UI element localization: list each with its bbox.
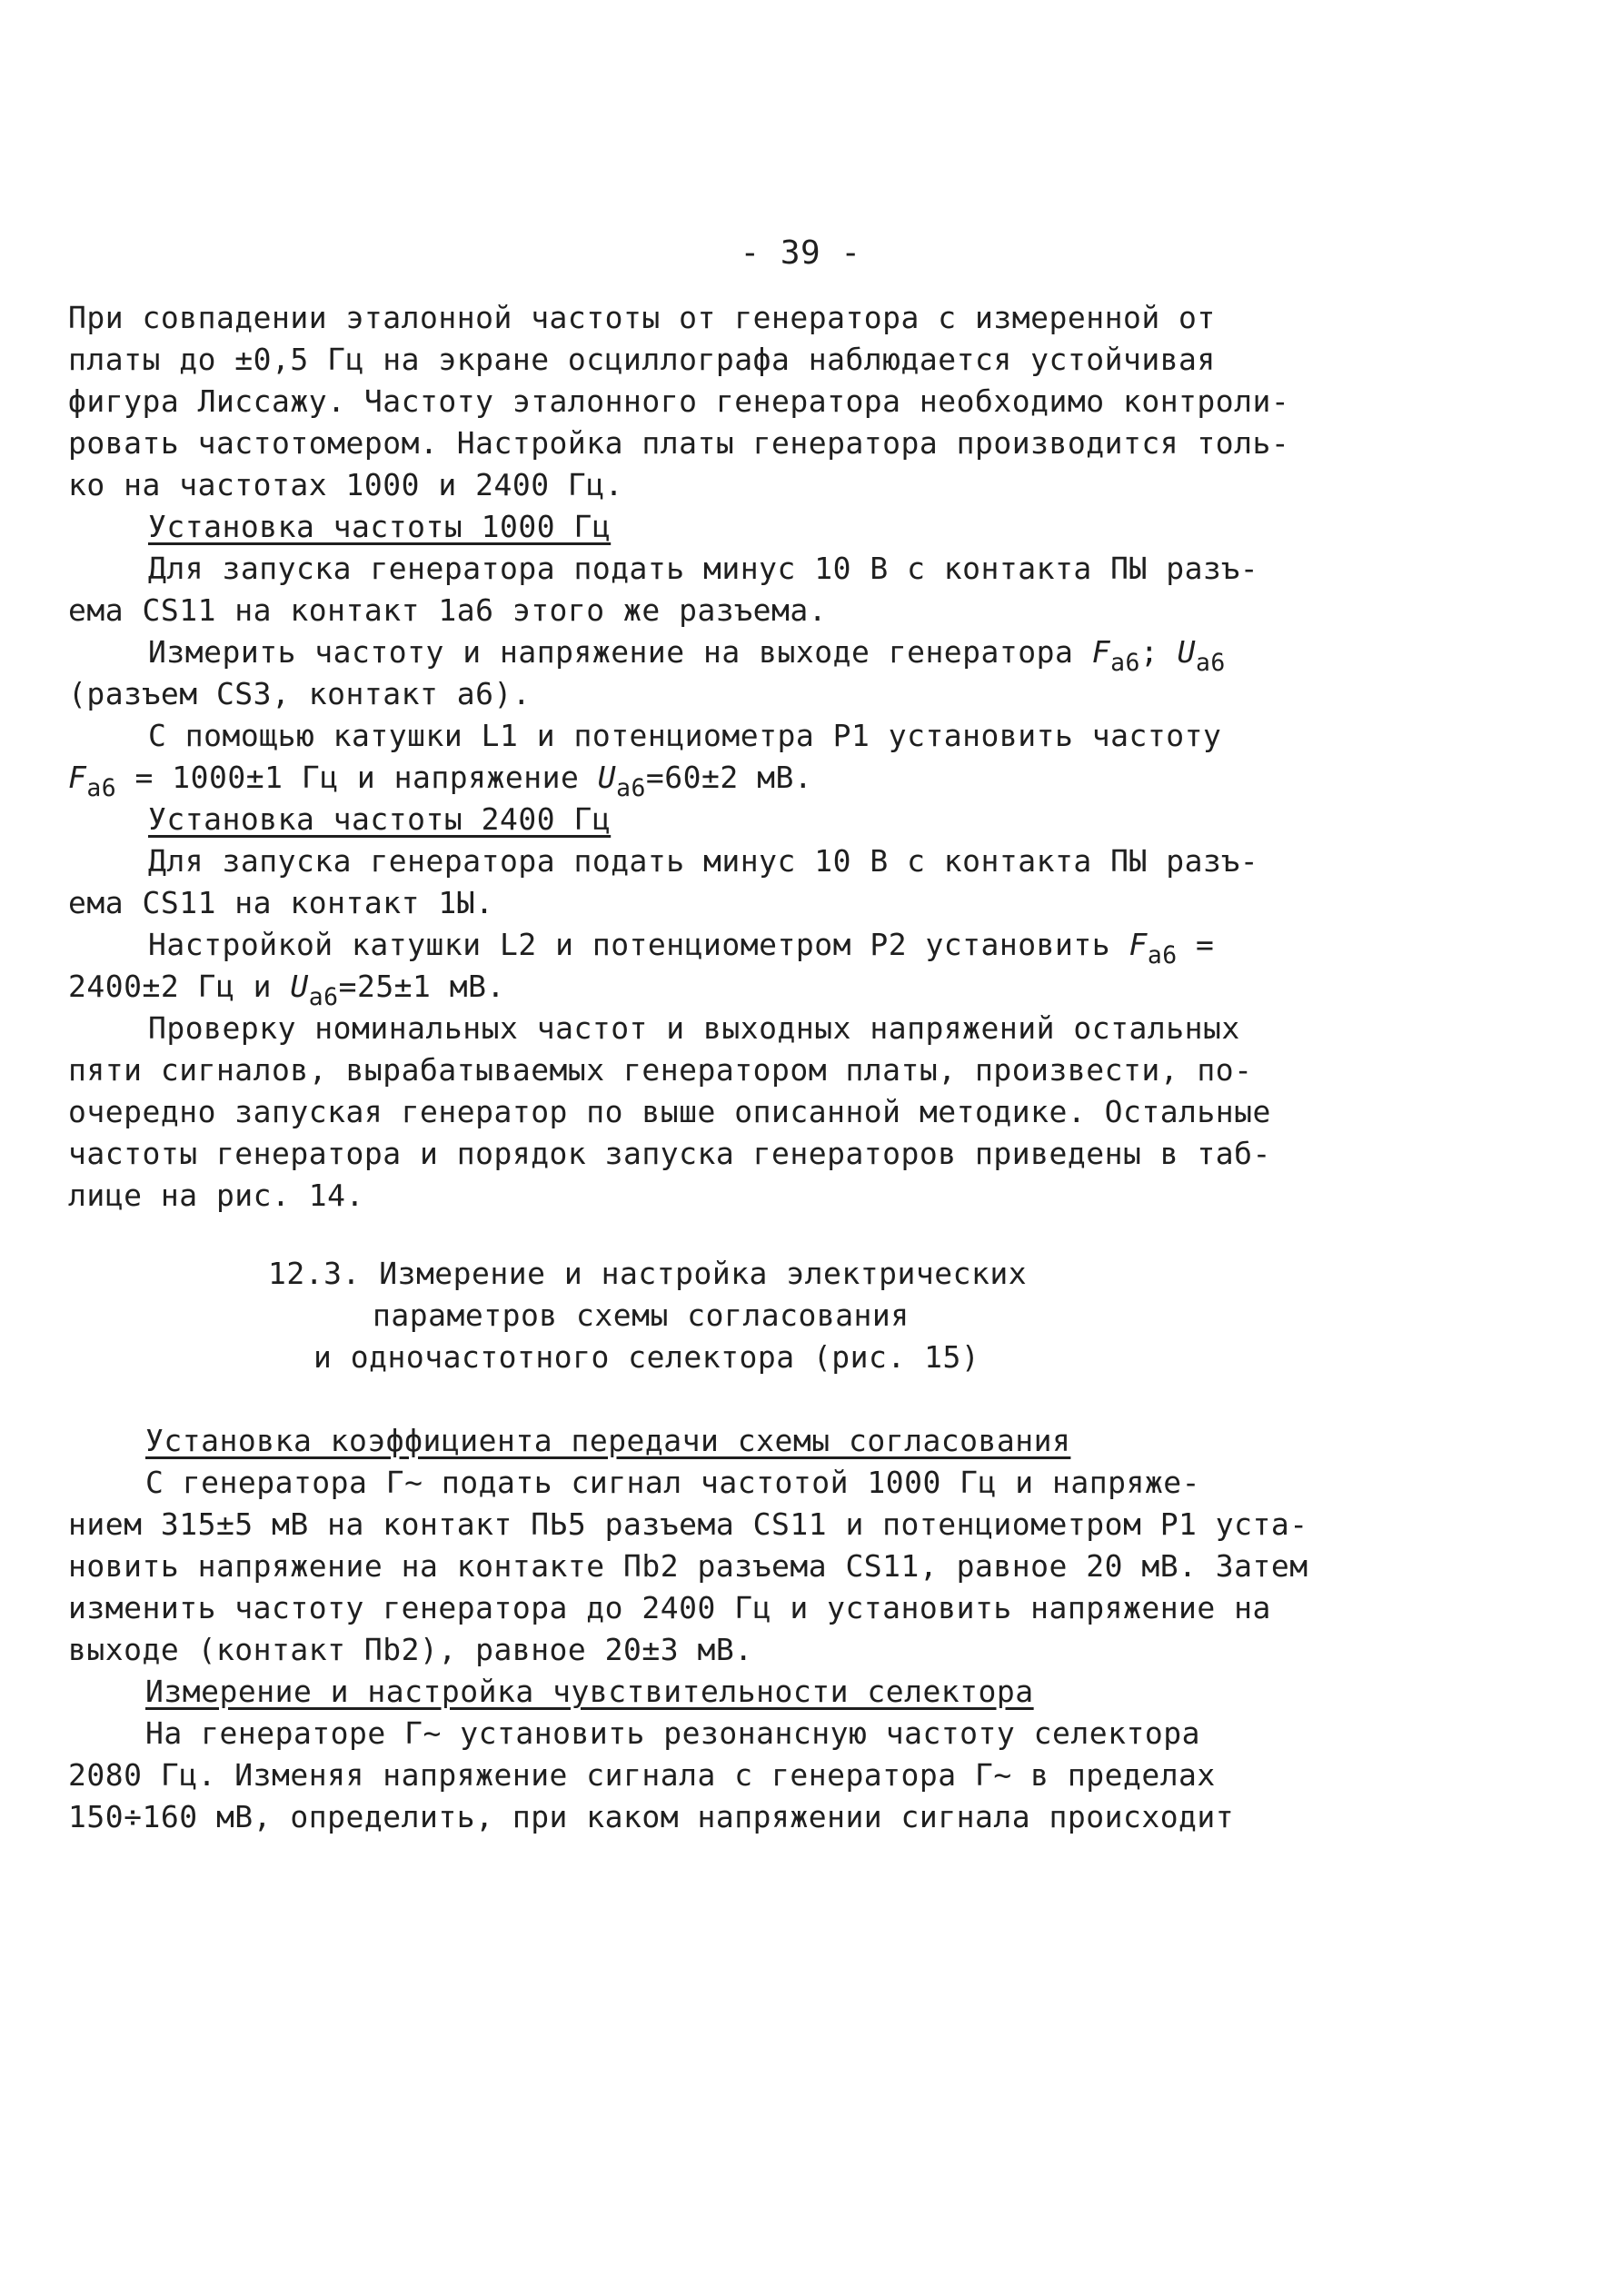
sec1000-p3-line-2 <box>68 760 812 807</box>
sec1000-p2-line-2: (разъем CS3, контакт а6). <box>68 676 532 711</box>
intro-line-3: фигура Лиссажу. Частоту эталонного генератора необходимо контроли- <box>68 383 1290 419</box>
subscript: а6 <box>308 983 339 1012</box>
sec1000-p1-line-2: ема CS11 на контакт 1а6 этого же разъема. <box>68 592 828 628</box>
sec2400-p3-line-4: частоты генератора и порядок запуска генераторов приведены в таб- <box>68 1136 1271 1171</box>
intro-line-4: ровать частотомером. Настройка платы генератора производится толь- <box>68 425 1290 461</box>
symbol-U: U <box>597 760 617 795</box>
subscript: а6 <box>1110 649 1140 678</box>
coef-line-2: нием 315±5 мВ на контакт ПЬ5 разъема CS11 и потенциометром Р1 уста- <box>68 1506 1308 1542</box>
text: =25±1 мВ. <box>338 969 505 1004</box>
sec2400-p2-line-1 <box>148 927 1214 974</box>
text: = <box>1177 927 1215 962</box>
subscript: а6 <box>86 774 117 803</box>
sec2400-p3-line-2: пяти сигналов, вырабатываемых генератором платы, произвести, по- <box>68 1052 1253 1088</box>
symbol-F: F <box>1129 927 1148 962</box>
subscript: а6 <box>1147 941 1178 970</box>
sens-line-2: 2080 Гц. Изменяя напряжение сигнала с генератора Г~ в пределах <box>68 1757 1216 1793</box>
text: Настройкой катушки L2 и потенциометром Р2 установить <box>148 927 1129 962</box>
sens-line-3: 150÷160 мВ, определить, при каком напряжении сигнала происходит <box>68 1799 1235 1834</box>
text: = 1000±1 Гц и напряжение <box>116 760 598 795</box>
symbol-U: U <box>1177 634 1197 670</box>
sec2400-p3-line-1: Проверку номинальных частот и выходных напряжений остальных <box>148 1010 1240 1046</box>
sec1000-p1-line-1: Для запуска генератора подать минус 10 В с контакта ПЫ разъ- <box>148 551 1259 586</box>
section-heading-line-2: параметров схемы согласования <box>373 1297 910 1333</box>
symbol-F: F <box>68 760 87 795</box>
page-number: - 39 - <box>740 234 861 272</box>
coef-line-3: новить напряжение на контакте Пb2 разъема CS11, равное 20 мВ. Затем <box>68 1548 1308 1584</box>
separator: ; <box>1139 634 1178 670</box>
coef-line-5: выходе (контакт Пb2), равное 20±3 мВ. <box>68 1632 753 1667</box>
sec2400-p1-line-1: Для запуска генератора подать минус 10 В с контакта ПЫ разъ- <box>148 843 1259 879</box>
intro-line-1: При совпадении эталонной частоты от генератора с измеренной от <box>68 300 1216 335</box>
sec1000-p2-line-1 <box>148 634 1226 681</box>
section-heading-line-3: и одночастотного селектора (рис. 15) <box>313 1339 980 1375</box>
section-heading-line-1: 12.3. Измерение и настройка электрических <box>268 1256 1028 1291</box>
sec2400-p3-line-5: лице на рис. 14. <box>68 1178 364 1213</box>
intro-line-5: ко на частотах 1000 и 2400 Гц. <box>68 467 624 502</box>
intro-line-2: платы до ±0,5 Гц на экране осциллографа наблюдается устойчивая <box>68 342 1216 377</box>
subscript: а6 <box>1196 649 1226 678</box>
sec1000-p3-line-1: С помощью катушки L1 и потенциометра Р1 установить частоту <box>148 718 1222 753</box>
sec2400-p1-line-2: ема CS11 на контакт 1Ы. <box>68 885 494 920</box>
subscript: а6 <box>616 774 646 803</box>
sec2400-p2-line-2 <box>68 969 505 1016</box>
text: 2400±2 Гц и <box>68 969 291 1004</box>
subheading-1000: Установка частоты 1000 Гц <box>148 509 612 544</box>
coef-line-1: С генератора Г~ подать сигнал частотой 1000 Гц и напряже- <box>145 1465 1200 1500</box>
sens-line-1: На генераторе Г~ установить резонансную частоту селектора <box>145 1715 1200 1751</box>
text: =60±2 мВ. <box>645 760 813 795</box>
subheading-coefficient: Установка коэффициента передачи схемы согласования <box>145 1423 1071 1458</box>
sec2400-p3-line-3: очередно запуская генератор по выше описанной методике. Остальные <box>68 1094 1271 1129</box>
subheading-2400: Установка частоты 2400 Гц <box>148 801 612 837</box>
subheading-sensitivity: Измерение и настройка чувствительности селектора <box>145 1674 1034 1709</box>
coef-line-4: изменить частоту генератора до 2400 Гц и установить напряжение на <box>68 1590 1271 1625</box>
text: Измерить частоту и напряжение на выходе генератора <box>148 634 1092 670</box>
symbol-U: U <box>290 969 309 1004</box>
symbol-F: F <box>1091 634 1111 670</box>
